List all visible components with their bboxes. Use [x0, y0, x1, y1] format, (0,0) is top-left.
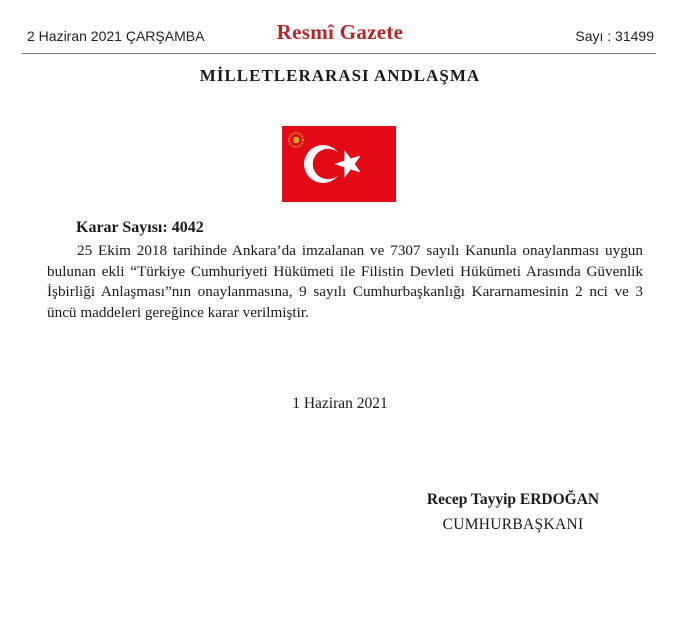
document-heading: MİLLETLERARASI ANDLAŞMA: [199, 66, 481, 85]
turkish-flag-icon: [282, 126, 396, 202]
header-divider: [22, 53, 656, 54]
decision-number: Karar Sayısı: 4042: [76, 219, 204, 236]
gazette-issue-number: Sayı : 31499: [575, 28, 654, 44]
gazette-title: Resmî Gazete: [276, 20, 404, 44]
signer-title: CUMHURBAŞKANI: [442, 516, 584, 533]
gazette-date: 2 Haziran 2021 ÇARŞAMBA: [27, 28, 205, 44]
signer-name: Recep Tayyip ERDOĞAN: [426, 491, 600, 508]
decision-body-text: 25 Ekim 2018 tarihinde Ankara’da imzalanan ve 7307 sayılı Kanunla onaylanması uygun bulunan ekli “Türkiye Cumhuriyeti Hükümeti ile Filistin Devleti Hükümeti Arasında Güvenlik İşbirliği Anlaşması”nın onaylanmasına, 9 sayılı Cumhurbaşkanlığı Kararnamesinin 2 nci ve 3 üncü maddeleri gereğince karar verilmiştir.: [47, 242, 643, 321]
signature-date: 1 Haziran 2021: [292, 395, 388, 412]
